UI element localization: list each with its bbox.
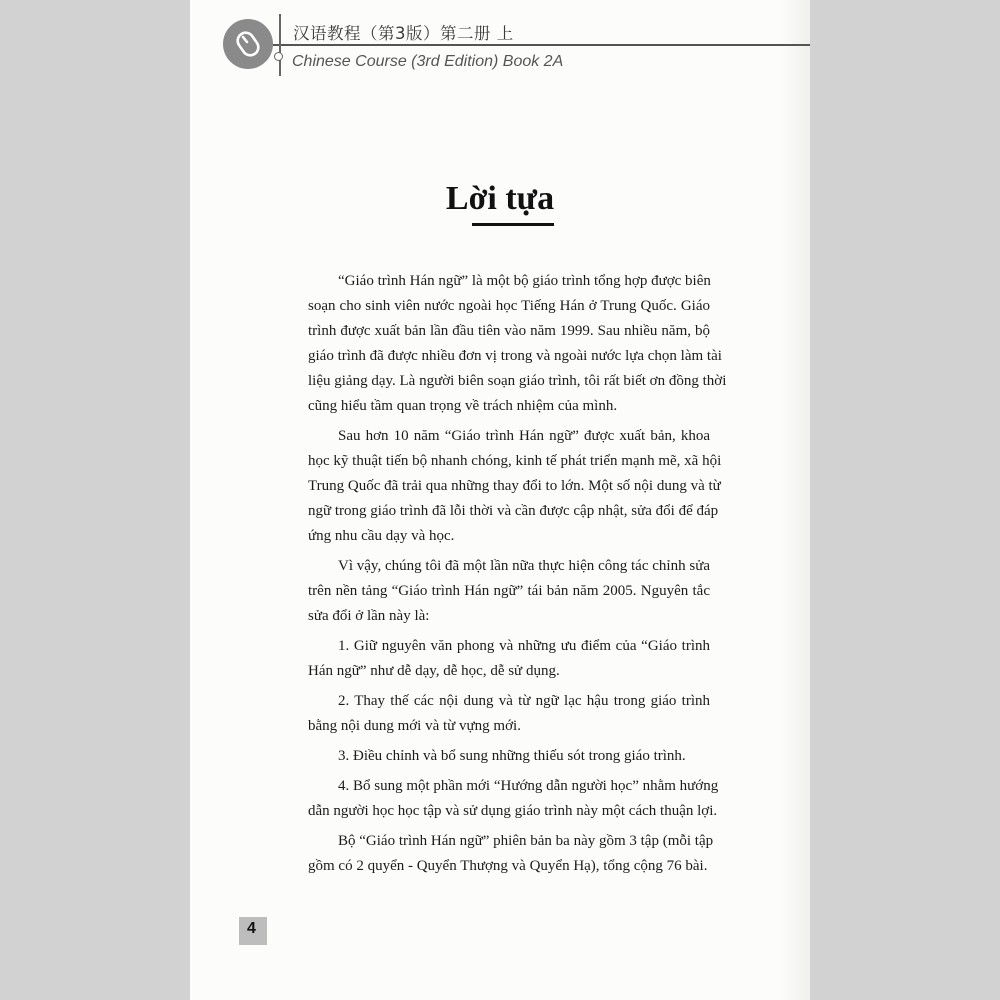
paragraph	[308, 689, 710, 739]
paragraph	[308, 634, 710, 684]
header-vertical-rule	[279, 14, 281, 76]
text-line: 4. Bổ sung một phần mới “Hướng dẫn người học” nhằm hướng	[338, 778, 719, 794]
paragraph	[308, 774, 719, 824]
text-line: “Giáo trình Hán ngữ” là một bộ giáo trình tổng hợp được biên	[338, 273, 711, 289]
text-line: cũng hiểu tầm quan trọng về trách nhiệm của mình.	[308, 398, 618, 414]
text-line: Bộ “Giáo trình Hán ngữ” phiên bản ba này gồm 3 tập (mỗi tập	[338, 833, 714, 849]
text-line: sửa đổi ở lần này là:	[308, 608, 430, 624]
text-line: bằng nội dung mới và từ vựng mới.	[308, 718, 521, 734]
text-line: giáo trình đã được nhiều đơn vị trong và ngoài nước lựa chọn làm tài	[308, 348, 722, 364]
page-number: 4	[247, 920, 256, 937]
paragraph	[308, 554, 710, 629]
text-line: liệu giảng dạy. Là người biên soạn giáo trình, tôi rất biết ơn đồng thời	[308, 373, 727, 389]
text-line: học kỹ thuật tiến bộ nhanh chóng, kinh tế phát triển mạnh mẽ, xã hội	[308, 453, 722, 469]
paragraph	[308, 424, 722, 549]
text-line: 2. Thay thế các nội dung và từ ngữ lạc hậu trong giáo trình	[338, 693, 710, 709]
header-english-title: Chinese Course (3rd Edition) Book 2A	[292, 53, 564, 70]
header-chinese-title: 汉语教程（第3版）第二册 上	[293, 24, 514, 43]
paragraph	[308, 269, 727, 419]
paragraph	[308, 744, 710, 769]
text-line: Vì vậy, chúng tôi đã một lần nữa thực hiện công tác chỉnh sửa	[338, 558, 710, 574]
text-line: dẫn người học học tập và sử dụng giáo trình này một cách thuận lợi.	[308, 803, 718, 819]
text-line: trình được xuất bản lần đầu tiên vào năm 1999. Sau nhiều năm, bộ	[308, 323, 710, 339]
text-line: Trung Quốc đã trải qua những thay đổi to lớn. Một số nội dung và từ	[308, 478, 721, 494]
text-line: soạn cho sinh viên nước ngoài học Tiếng Hán ở Trung Quốc. Giáo	[308, 298, 710, 314]
book-page	[190, 0, 810, 1000]
page-title: Lời tựa	[445, 180, 555, 217]
text-line: gồm có 2 quyển - Quyển Thượng và Quyển Hạ), tổng cộng 76 bài.	[308, 858, 708, 874]
text-line: 3. Điều chỉnh và bổ sung những thiếu sót trong giáo trình.	[338, 748, 686, 764]
header-rule	[273, 44, 810, 46]
page-edge-shadow	[780, 0, 810, 1000]
text-line: Sau hơn 10 năm “Giáo trình Hán ngữ” được xuất bản, khoa	[338, 428, 710, 444]
mouse-icon	[223, 19, 273, 69]
text-line: ngữ trong giáo trình đã lỗi thời và cần được cập nhật, sửa đổi để đáp	[308, 503, 719, 519]
preface-body	[308, 269, 727, 879]
header-ring-marker	[274, 52, 283, 61]
text-line: 1. Giữ nguyên văn phong và những ưu điểm của “Giáo trình	[338, 638, 710, 654]
paragraph	[308, 829, 714, 879]
title-underline	[472, 223, 554, 226]
text-line: ứng nhu cầu dạy và học.	[308, 528, 455, 544]
text-line: trên nền tảng “Giáo trình Hán ngữ” tái bản năm 2005. Nguyên tắc	[308, 583, 710, 599]
text-line: Hán ngữ” như dễ dạy, dễ học, dễ sử dụng.	[308, 663, 560, 679]
